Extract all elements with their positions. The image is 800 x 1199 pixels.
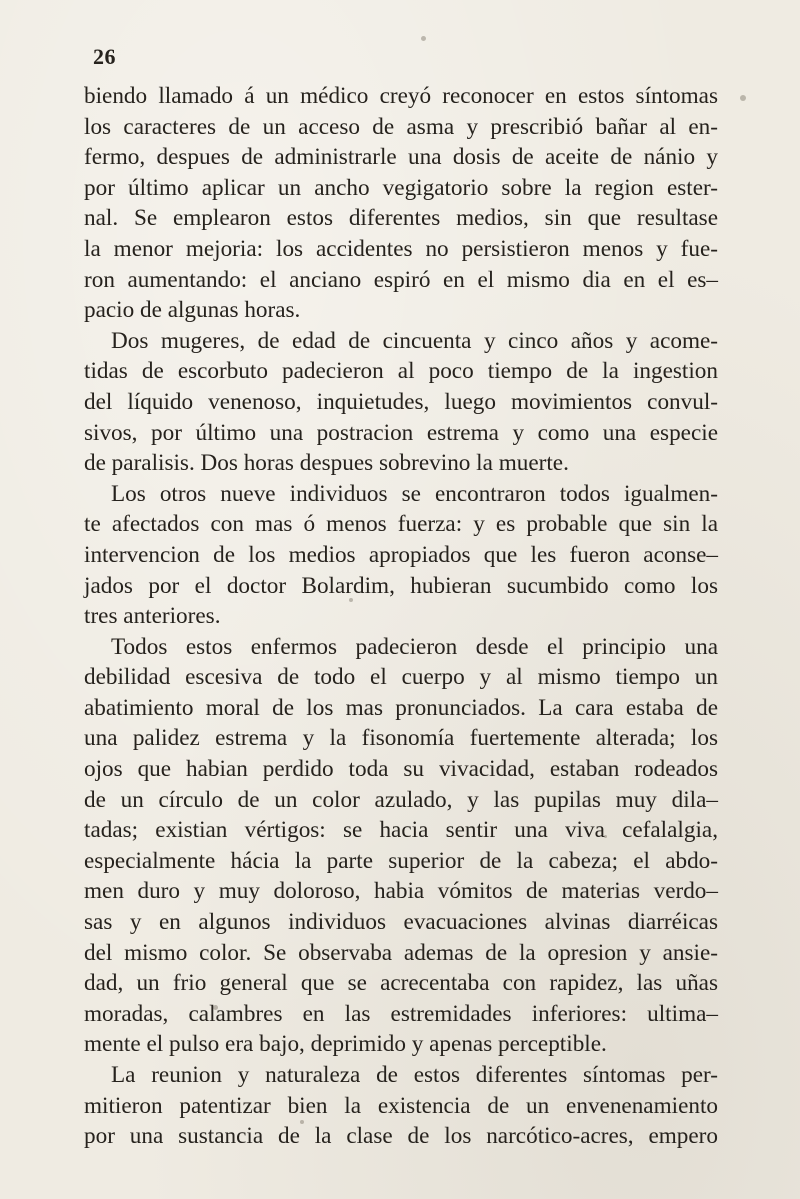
text-line: especialmente hácia la parte superior de la cabeza; el abdo- xyxy=(84,847,718,874)
body-text xyxy=(84,81,718,1152)
text-line: biendo llamado á un médico creyó reconocer en estos síntomas xyxy=(84,83,718,109)
page-number: 26 xyxy=(93,44,116,69)
text-line: por último aplicar un ancho vegigatorio sobre la region ester- xyxy=(84,174,718,201)
text-line: mitieron patentizar bien la existencia de un envenenamiento xyxy=(84,1092,718,1119)
text-line: del líquido venenoso, inquietudes, luego movimientos convul- xyxy=(84,388,718,415)
text-line: dad, un frio general que se acrecentaba con rapidez, las uñas xyxy=(84,970,718,997)
text-line: por una sustancia de la clase de los narcótico-acres, empero xyxy=(84,1123,718,1150)
paragraph-first-line: La reunion y naturaleza de estos diferentes síntomas per- xyxy=(111,1062,718,1088)
text-line: jados por el doctor Bolardim, hubieran sucumbido como los xyxy=(84,572,718,599)
paper-speck xyxy=(300,1120,304,1124)
text-line: pacio de algunas horas. xyxy=(84,297,301,324)
text-line: tadas; existian vértigos: se hacia sentir una viva cefalalgia, xyxy=(84,817,718,844)
text-line: abatimiento moral de los mas pronunciados. La cara estaba de xyxy=(84,694,718,721)
text-line: mente el pulso era bajo, deprimido y apenas perceptible. xyxy=(84,1031,607,1058)
text-line: nal. Se emplearon estos diferentes medios, sin que resultase xyxy=(84,205,718,232)
paragraph-first-line: Los otros nueve individuos se encontraron todos igualmen- xyxy=(111,480,718,507)
text-line: intervencion de los medios apropiados que les fueron aconse– xyxy=(84,541,718,568)
text-line: ojos que habian perdido toda su vivacidad, estaban rodeados xyxy=(84,756,718,783)
text-line: ron aumentando: el anciano espiró en el mismo dia en el es– xyxy=(84,266,718,293)
paragraph-first-line: Dos mugeres, de edad de cincuenta y cinco años y acome- xyxy=(111,327,718,354)
paragraph-first-line: Todos estos enfermos padecieron desde el principio una xyxy=(111,633,718,660)
text-line: fermo, despues de administrarle una dosis de aceite de nánio y xyxy=(84,144,718,171)
text-line: la menor mejoria: los accidentes no persistieron menos y fue- xyxy=(84,235,718,262)
text-line: tres anteriores. xyxy=(84,603,221,630)
text-line: sas y en algunos individuos evacuaciones alvinas diarréicas xyxy=(84,909,718,936)
text-line: de paralisis. Dos horas despues sobrevino la muerte. xyxy=(84,450,569,477)
text-line: sivos, por último una postracion estrema y como una especie xyxy=(84,419,718,446)
text-line: debilidad escesiva de todo el cuerpo y al mismo tiempo un xyxy=(84,664,718,691)
text-line: moradas, calambres en las estremidades inferiores: ultima– xyxy=(84,1000,718,1027)
text-line: de un círculo de un color azulado, y las pupilas muy dila– xyxy=(84,786,718,813)
text-line: men duro y muy doloroso, habia vómitos de materias verdo– xyxy=(84,878,718,905)
text-line: los caracteres de un acceso de asma y prescribió bañar al en- xyxy=(84,113,718,140)
paper-speck xyxy=(421,36,426,41)
paper-speck xyxy=(604,835,607,838)
text-line: te afectados con mas ó menos fuerza: y es probable que sin la xyxy=(84,511,718,538)
paper-speck xyxy=(213,1005,218,1010)
text-line: tidas de escorbuto padecieron al poco tiempo de la ingestion xyxy=(84,358,718,385)
paper-speck xyxy=(740,95,746,101)
text-line: una palidez estrema y la fisonomía fuertemente alterada; los xyxy=(84,725,718,752)
paper-speck xyxy=(349,598,353,602)
text-line: del mismo color. Se observaba ademas de la opresion y ansie- xyxy=(84,939,718,966)
